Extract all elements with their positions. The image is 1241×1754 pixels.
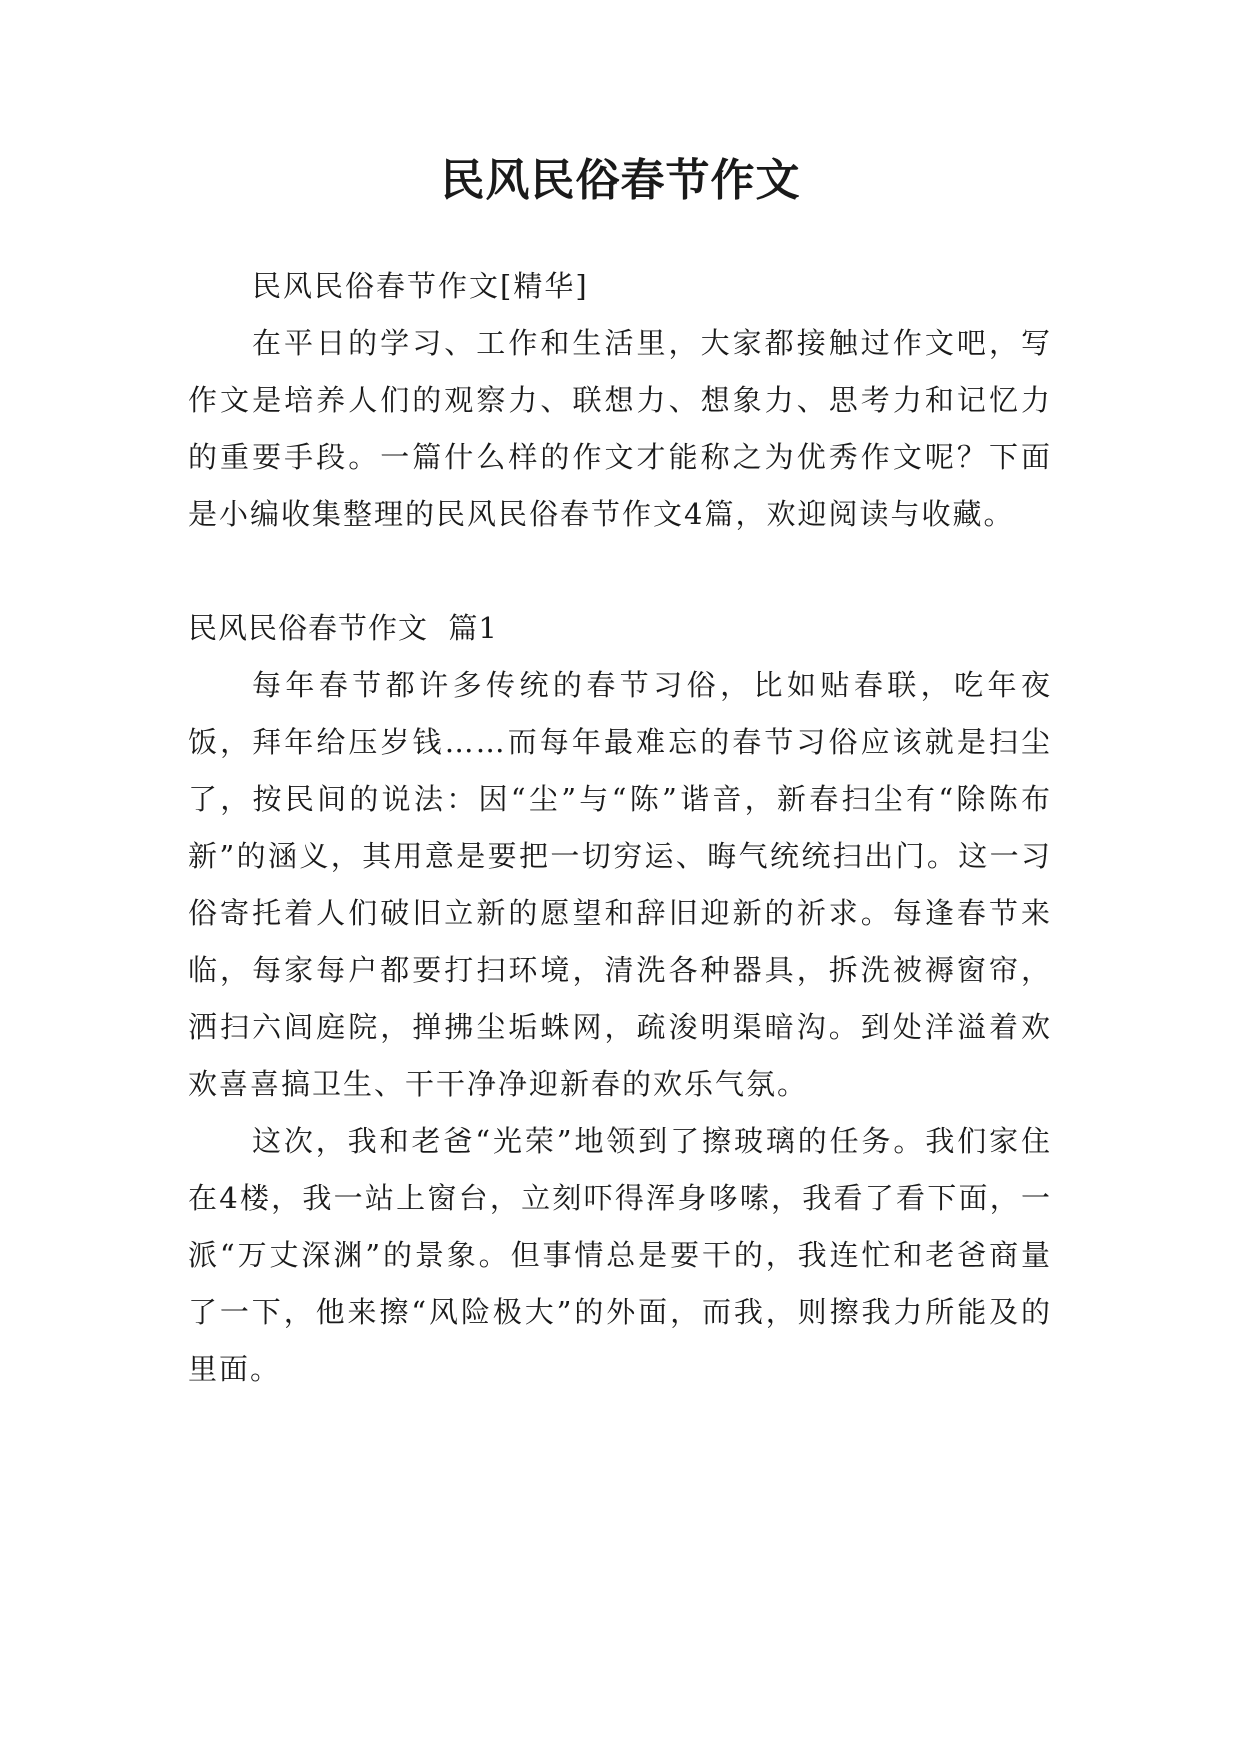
body-paragraph-1: 每年春节都许多传统的春节习俗，比如贴春联，吃年夜饭，拜年给压岁钱……而每年最难忘的春节习俗应该就是扫尘了，按民间的说法：因“尘”与“陈”谐音，新春扫尘有“除陈布新”的涵义，其用意是要把一切穷运、晦气统统扫出门。这一习俗寄托着人们破旧立新的愿望和辞旧迎新的祈求。每逢春节来临，每家每户都要打扫环境，清洗各种器具，拆洗被褥窗帘，洒扫六闾庭院，掸拂尘垢蛛网，疏浚明渠暗沟。到处洋溢着欢欢喜喜搞卫生、干干净净迎新春的欢乐气氛。 — [188, 668, 1052, 1101]
document-body — [188, 258, 1052, 1398]
intro-paragraph: 在平日的学习、工作和生活里，大家都接触过作文吧，写作文是培养人们的观察力、联想力、想象力、思考力和记忆力的重要手段。一篇什么样的作文才能称之为优秀作文呢？下面是小编收集整理的民风民俗春节作文4篇，欢迎阅读与收藏。 — [188, 326, 1052, 531]
document-title: 民风民俗春节作文 — [440, 155, 801, 206]
body-paragraph-2: 这次，我和老爸“光荣”地领到了擦玻璃的任务。我们家住在4楼，我一站上窗台，立刻吓得浑身哆嗦，我看了看下面，一派“万丈深渊”的景象。但事情总是要干的，我连忙和老爸商量了一下，他来擦“风险极大”的外面，而我，则擦我力所能及的里面。 — [188, 1124, 1052, 1386]
section-heading: 民风民俗春节作文 篇1 — [188, 611, 498, 645]
document-subtitle: 民风民俗春节作文[精华] — [252, 269, 589, 303]
